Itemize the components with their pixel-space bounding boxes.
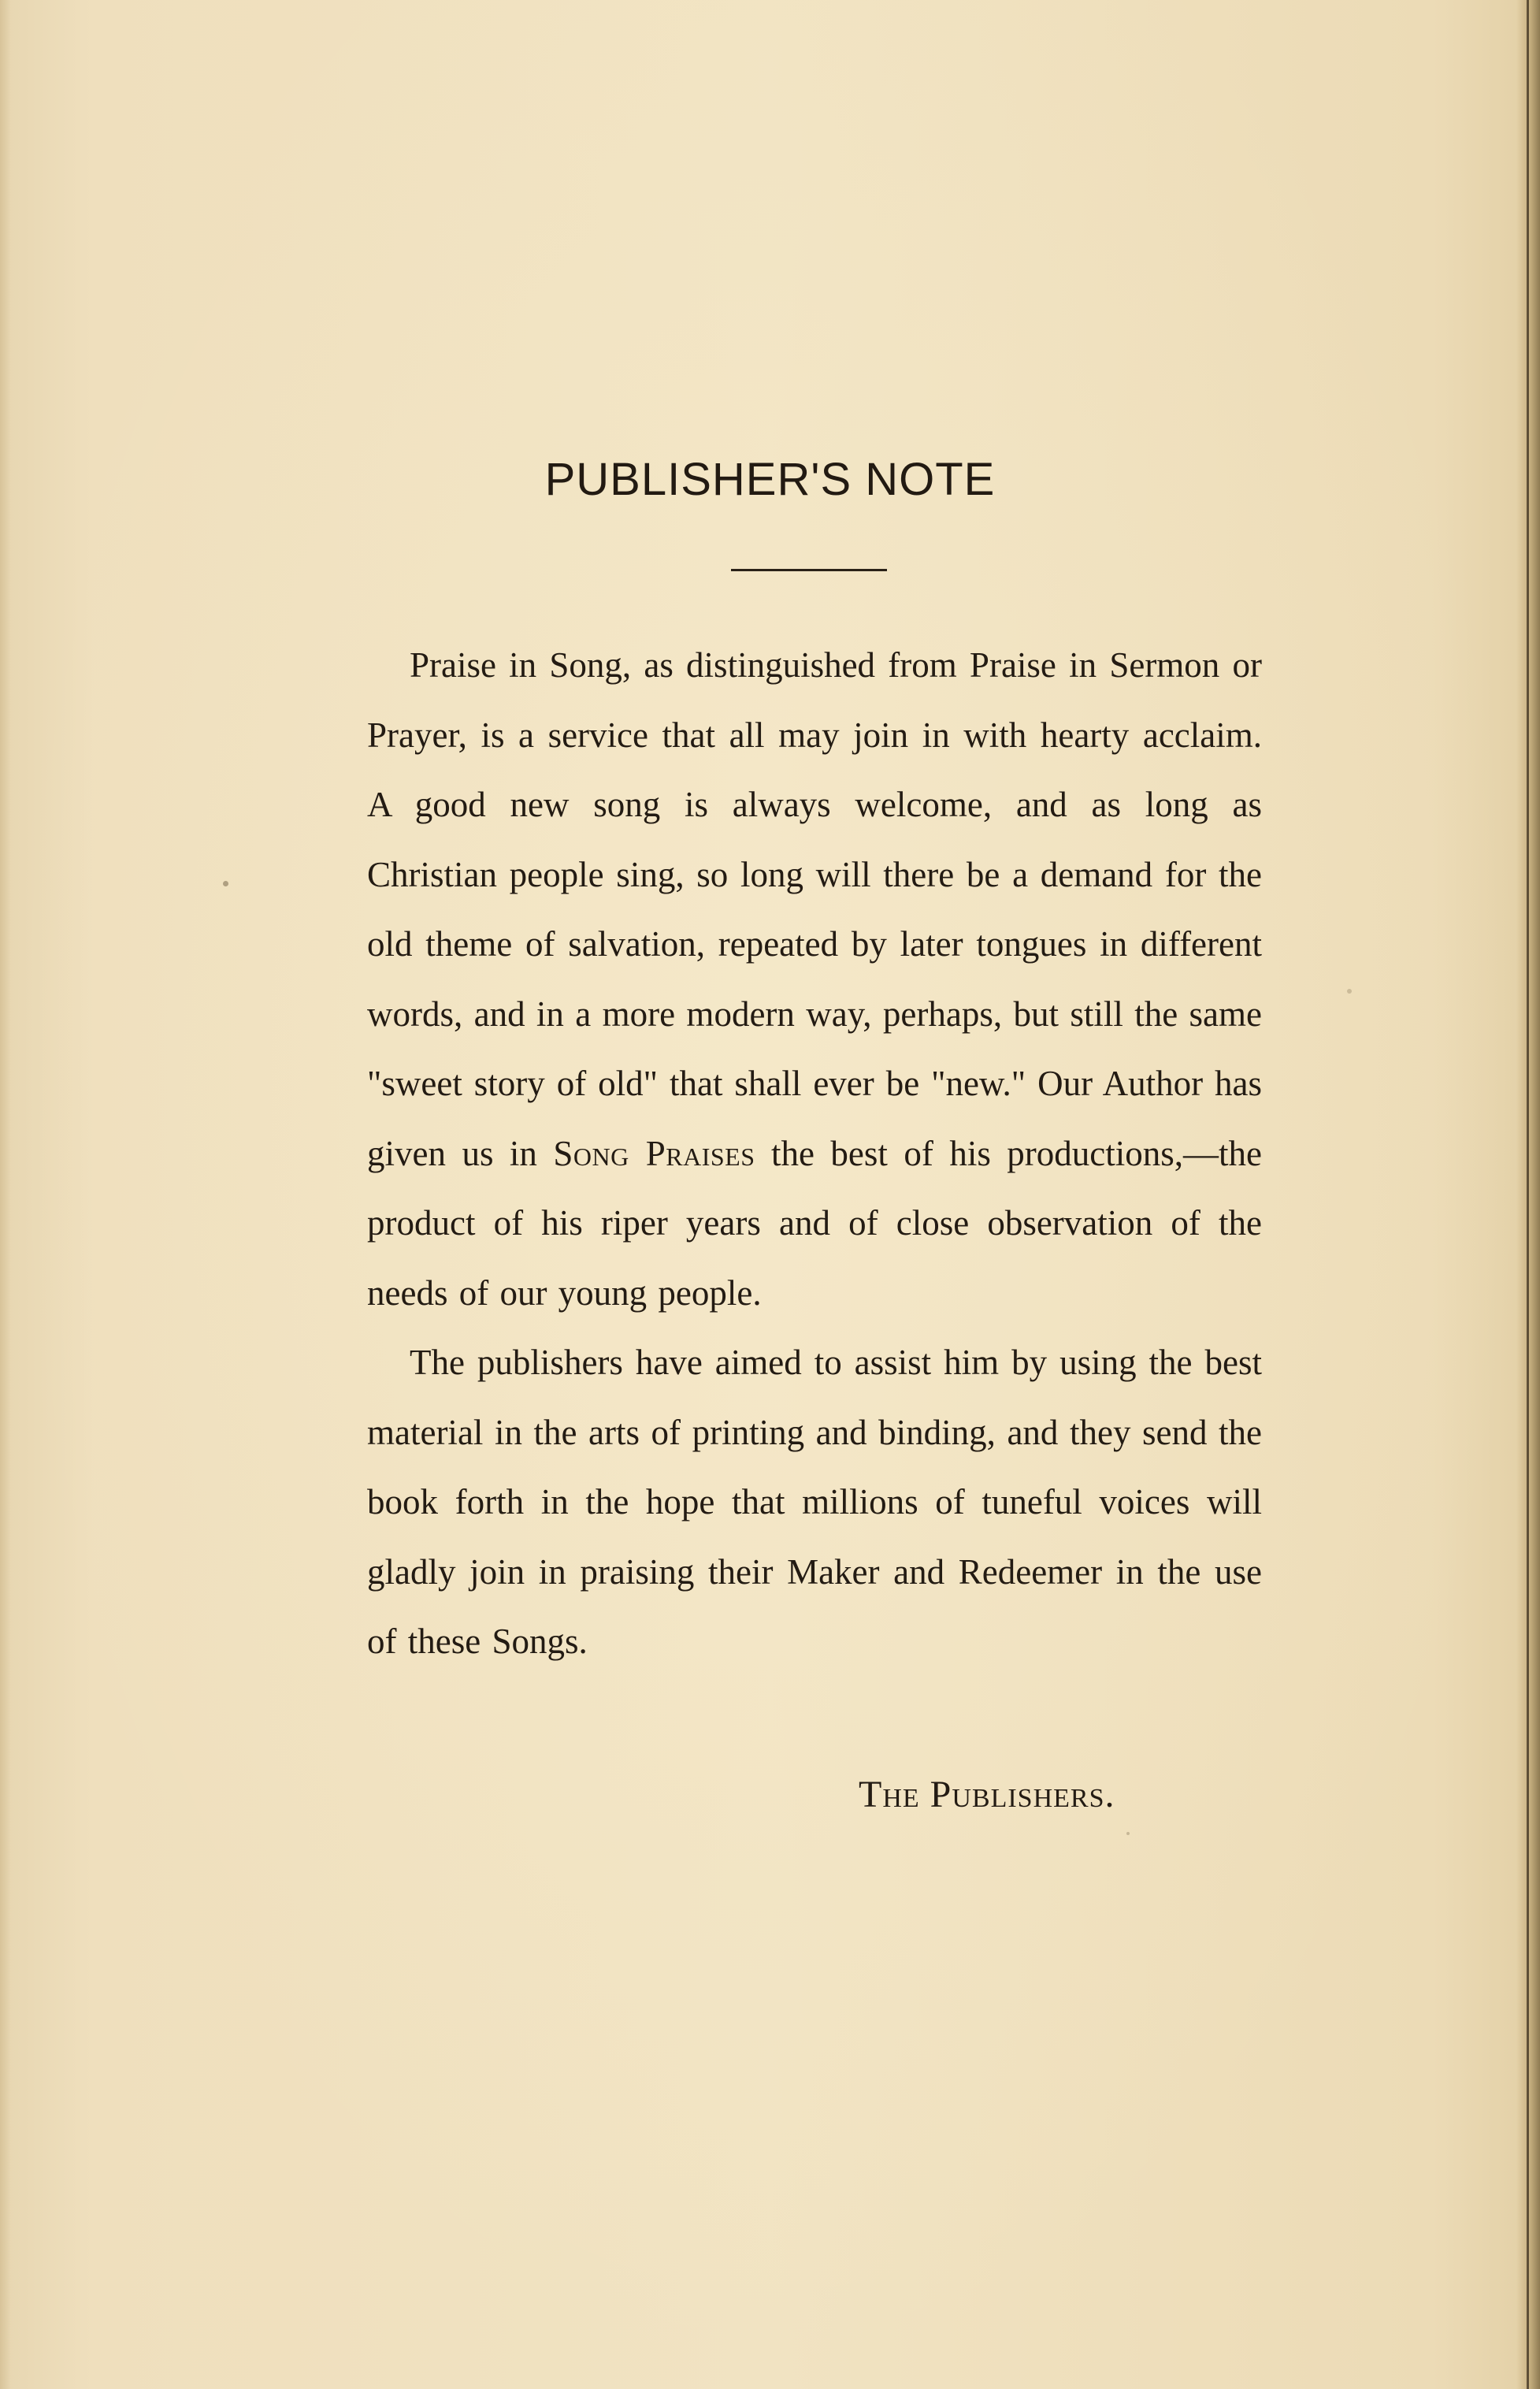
title-divider: [731, 569, 887, 571]
paper-speck: [223, 881, 228, 886]
paragraph-2: The publishers have aimed to assist him by using the best material in the arts of printing and binding, and they send the book forth in the hope that millions of tuneful voices will gladly join in praising their Maker and Redeemer in the use of these Songs.: [367, 1343, 1262, 1661]
paragraph-1: [367, 630, 1262, 1328]
note-body: [367, 630, 1262, 1677]
publishers-signature: The Publishers.: [859, 1774, 1115, 1815]
page-left-edge: [0, 0, 11, 2389]
paragraph-1-continuation: the best of his productions,—the product of his riper years and of close observation of the needs of our young people.: [367, 1133, 1262, 1313]
page-binding-shadow: [1527, 0, 1529, 2389]
paper-speck: [1126, 1832, 1130, 1835]
paragraph-1-text: Praise in Song, as distinguished from Praise in Sermon or Prayer, is a service that all may join in with hearty acclaim. A good new song is always welcome, and as long as Christian people sing, so long will there be a demand for the old theme of salvation, repeated by later tongues in different words, and in a more modern way, perhaps, but still the same "sweet story of old" that shall ever be "new." Our Author has given us in: [367, 645, 1262, 1173]
paper-speck: [1347, 989, 1352, 994]
book-title: Song Praises: [553, 1133, 755, 1173]
page-title: PUBLISHER'S NOTE: [544, 454, 996, 505]
